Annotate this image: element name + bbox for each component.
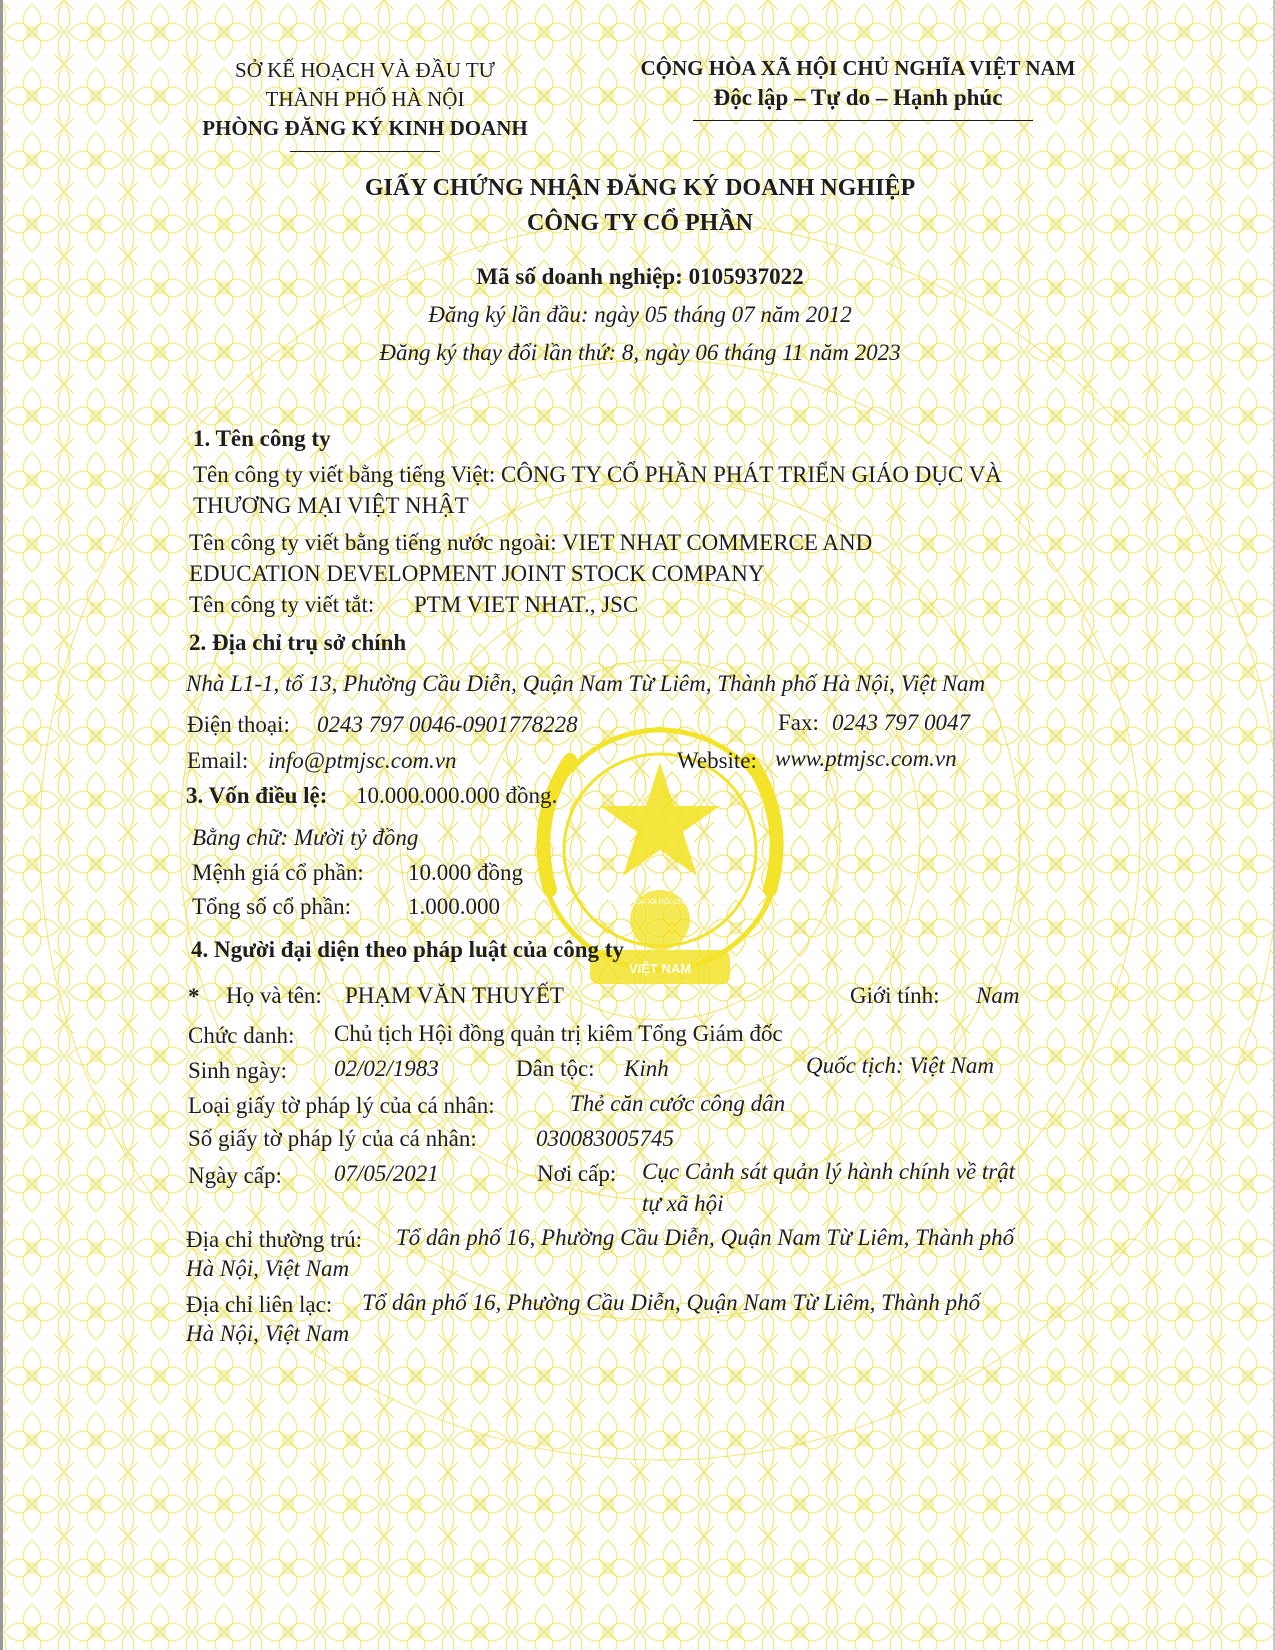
email-label: Email:	[187, 748, 249, 773]
vietnamese-name-line2: THƯƠNG MẠI VIỆT NHẬT	[193, 493, 469, 518]
issuing-department	[195, 58, 535, 141]
header-left-line2: THÀNH PHỐ HÀ NỘI	[265, 87, 465, 111]
website-label: Website:	[677, 748, 757, 773]
fax-label: Fax:	[778, 710, 819, 735]
head-office-address: Nhà L1-1, tổ 13, Phường Cầu Diễn, Quận Nam Từ Liêm, Thành phố Hà Nội, Việt Nam	[186, 671, 986, 696]
short-name-label: Tên công ty viết tắt:	[189, 592, 375, 617]
issue-date-value: 07/05/2021	[334, 1161, 439, 1186]
issue-date-label: Ngày cấp:	[188, 1163, 282, 1188]
first-registration-date: Đăng ký lần đầu: ngày 05 tháng 07 năm 2012	[428, 302, 852, 327]
par-value-label: Mệnh giá cổ phần:	[192, 860, 364, 885]
issue-place-label: Nơi cấp:	[537, 1161, 617, 1186]
total-shares-label: Tổng số cổ phần:	[192, 894, 352, 919]
title-line2: CÔNG TY CỔ PHẦN	[526, 210, 753, 236]
gender-label: Giới tính:	[850, 983, 940, 1008]
header-left-line1: SỞ KẾ HOẠCH VÀ ĐẦU TƯ	[235, 58, 495, 82]
id-type-label: Loại giấy tờ pháp lý của cá nhân:	[188, 1093, 495, 1118]
header-left-line3: PHÒNG ĐĂNG KÝ KINH DOANH	[202, 116, 528, 140]
short-name-value: PTM VIET NHAT., JSC	[414, 592, 639, 617]
section2-heading: 2. Địa chỉ trụ sở chính	[189, 630, 407, 655]
emblem-ring-text: CỘNG HÒA XÃ HỘI CHỦ NGHĨA	[607, 899, 713, 906]
total-shares-value: 1.000.000	[408, 894, 500, 919]
position-label: Chức danh:	[188, 1023, 295, 1048]
issue-place-line2: tự xã hội	[642, 1191, 724, 1216]
permanent-address-line2: Hà Nội, Việt Nam	[186, 1256, 350, 1281]
vietnamese-name-line1: Tên công ty viết bằng tiếng Việt: CÔNG TY CỔ PHẦN PHÁT TRIỂN GIÁO DỤC VÀ	[193, 462, 1002, 487]
position-value: Chủ tịch Hội đồng quản trị kiêm Tổng Giám đốc	[334, 1021, 783, 1046]
contact-address-label: Địa chỉ liên lạc:	[186, 1292, 333, 1317]
ethnicity-label: Dân tộc:	[516, 1056, 595, 1081]
fax-value: 0243 797 0047	[832, 710, 970, 735]
charter-capital-value: 10.000.000.000 đồng.	[356, 783, 558, 808]
header-right-line2: Độc lập – Tự do – Hạnh phúc	[713, 85, 1003, 110]
full-name-label: Họ và tên:	[226, 983, 322, 1008]
certificate-title	[290, 175, 990, 237]
section3-heading: 3. Vốn điều lệ:	[186, 783, 328, 808]
emblem-banner-text: VIỆT NAM	[628, 961, 692, 976]
contact-address-line1: Tổ dân phố 16, Phường Cầu Diễn, Quận Nam Từ Liêm, Thành phố	[362, 1290, 981, 1315]
capital-in-words: Bằng chữ: Mười tỷ đồng	[192, 825, 419, 850]
title-line1: GIẤY CHỨNG NHẬN ĐĂNG KÝ DOANH NGHIỆP	[364, 175, 916, 201]
ethnicity-value: Kinh	[624, 1056, 669, 1081]
phone-label: Điện thoại:	[187, 712, 290, 737]
permanent-address-label: Địa chỉ thường trú:	[186, 1227, 363, 1252]
nationality: Quốc tịch: Việt Nam	[806, 1053, 994, 1078]
issue-place-line1: Cục Cảnh sát quản lý hành chính về trật	[642, 1159, 1016, 1184]
enterprise-code: Mã số doanh nghiệp: 0105937022	[476, 264, 804, 289]
representative-bullet: *	[188, 984, 200, 1009]
national-motto	[608, 56, 1108, 111]
header-right-underline	[693, 120, 1033, 121]
id-type-value: Thẻ căn cước công dân	[570, 1091, 786, 1116]
id-number-label: Số giấy tờ pháp lý của cá nhân:	[188, 1126, 477, 1151]
section4-heading: 4. Người đại diện theo pháp luật của công ty	[191, 937, 624, 962]
id-number-value: 030083005745	[536, 1126, 674, 1151]
change-registration-date: Đăng ký thay đổi lần thứ: 8, ngày 06 tháng 11 năm 2023	[379, 340, 901, 365]
email-value: info@ptmjsc.com.vn	[268, 748, 457, 773]
foreign-name-line1: Tên công ty viết bằng tiếng nước ngoài: VIET NHAT COMMERCE AND	[189, 530, 873, 555]
phone-value: 0243 797 0046-0901778228	[317, 712, 578, 737]
website-value: www.ptmjsc.com.vn	[775, 746, 957, 771]
header-right-line1: CỘNG HÒA XÃ HỘI CHỦ NGHĨA VIỆT NAM	[640, 56, 1076, 80]
foreign-name-line2: EDUCATION DEVELOPMENT JOINT STOCK COMPANY	[189, 561, 765, 586]
permanent-address-line1: Tổ dân phố 16, Phường Cầu Diễn, Quận Nam Từ Liêm, Thành phố	[396, 1225, 1015, 1250]
par-value: 10.000 đồng	[408, 860, 523, 885]
full-name-value: PHẠM VĂN THUYẾT	[345, 983, 564, 1008]
birth-date-value: 02/02/1983	[334, 1056, 439, 1081]
contact-address-line2: Hà Nội, Việt Nam	[186, 1321, 350, 1346]
birth-date-label: Sinh ngày:	[188, 1058, 288, 1083]
section1-heading: 1. Tên công ty	[193, 426, 331, 451]
header-left-underline	[290, 151, 440, 152]
gender-value: Nam	[976, 983, 1020, 1008]
